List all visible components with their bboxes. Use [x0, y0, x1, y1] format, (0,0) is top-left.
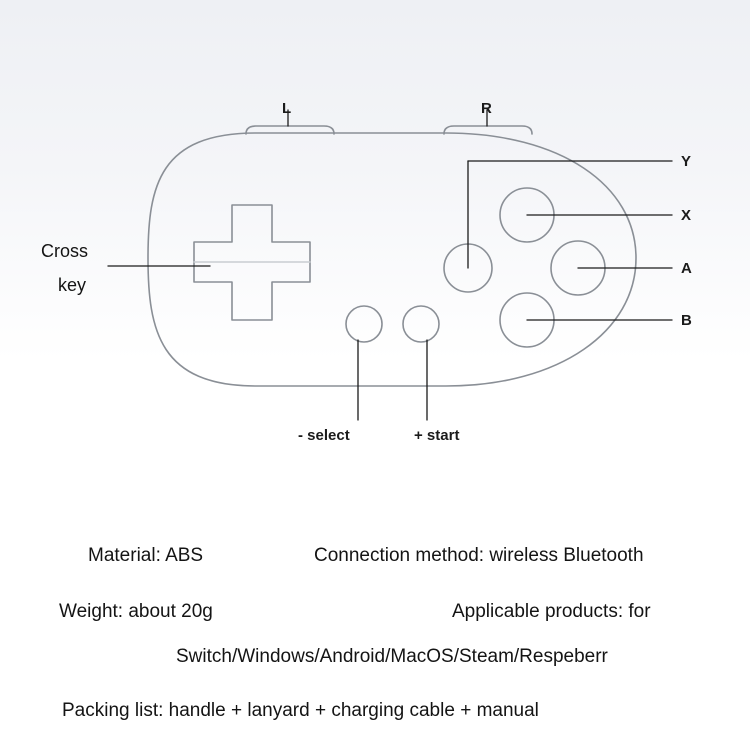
spec-applicable-line1: Applicable products: for [452, 601, 651, 622]
shoulder-left-label: L [282, 100, 292, 117]
cross-key-label-line1: Cross [41, 241, 89, 261]
select-button-circle [346, 306, 382, 342]
start-button-label: + start [414, 427, 460, 444]
shoulder-right-label: R [481, 100, 492, 117]
button-a-label: A [681, 260, 692, 277]
controller-body [148, 133, 636, 386]
button-x-label: X [681, 207, 692, 224]
cross-key-label-line2: key [58, 275, 87, 295]
select-button-label: - select [298, 427, 350, 444]
spec-packing-list: Packing list: handle + lanyard + charging cable + manual [62, 700, 539, 721]
start-button-circle [403, 306, 439, 342]
button-y-label: Y [681, 153, 692, 170]
button-b-label: B [681, 312, 692, 329]
spec-material: Material: ABS [88, 545, 204, 566]
spec-applicable-line2: Switch/Windows/Android/MacOS/Steam/Respeberr [176, 646, 608, 667]
spec-connection: Connection method: wireless Bluetooth [314, 545, 644, 566]
spec-weight: Weight: about 20g [59, 601, 213, 622]
